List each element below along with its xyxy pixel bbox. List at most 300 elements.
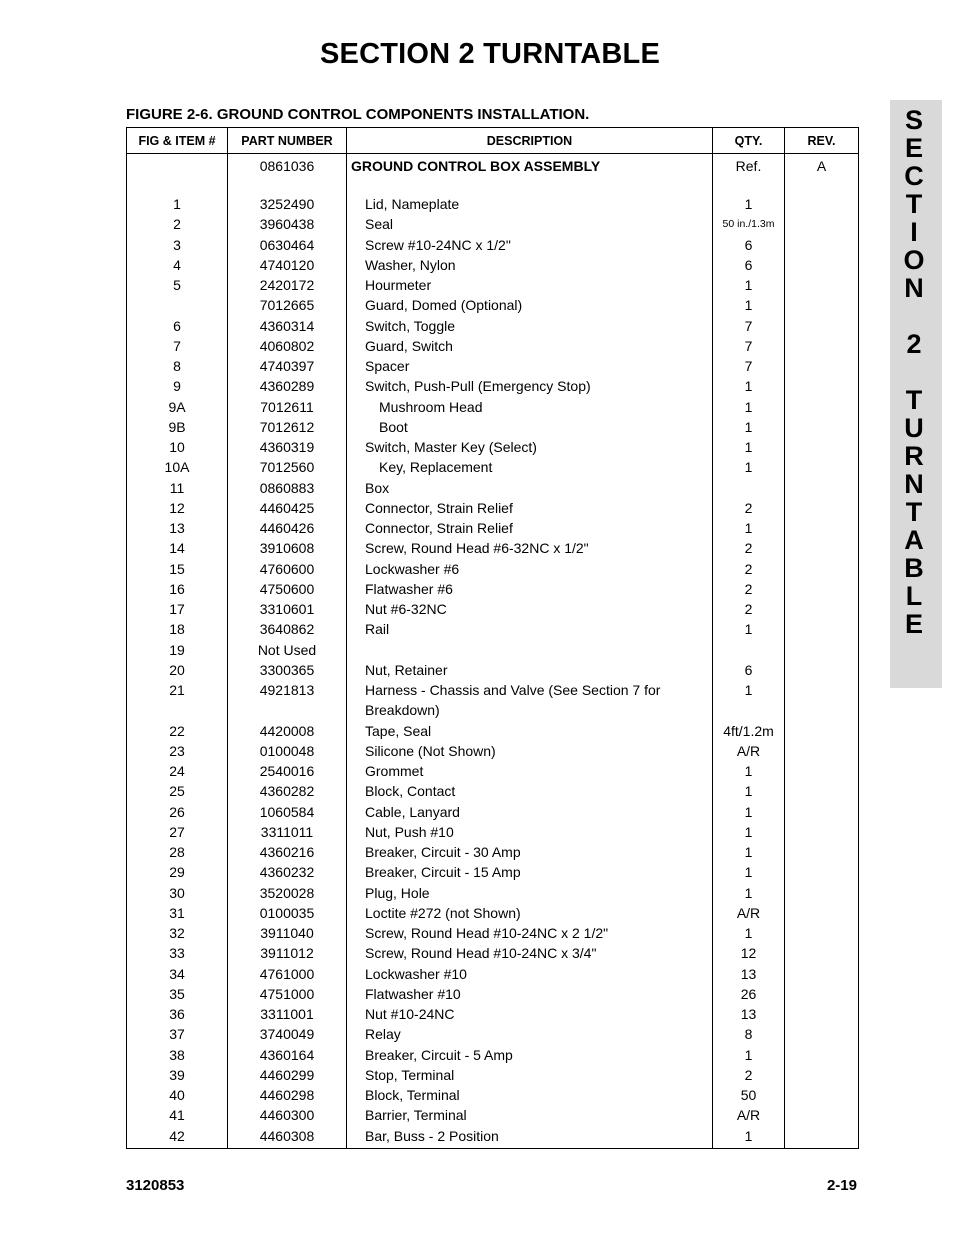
fig-item-cell: 12 bbox=[127, 498, 228, 518]
table-header-row bbox=[127, 128, 859, 154]
page-title: SECTION 2 TURNTABLE bbox=[320, 38, 660, 70]
qty-cell: 2 bbox=[713, 579, 785, 599]
side-tab-letter: O bbox=[903, 245, 925, 275]
fig-item-cell: 2 bbox=[127, 214, 228, 234]
fig-item-cell: 22 bbox=[127, 721, 228, 741]
rev-cell bbox=[785, 903, 859, 923]
description-cell: Guard, Switch bbox=[347, 336, 713, 356]
header-part-number: PART NUMBER bbox=[228, 128, 347, 154]
description-cell: Nut, Push #10 bbox=[347, 822, 713, 842]
part-number-cell: 0861036 bbox=[228, 154, 347, 177]
qty-cell: 2 bbox=[713, 599, 785, 619]
qty-cell: 1 bbox=[713, 397, 785, 417]
header-description: DESCRIPTION bbox=[347, 128, 713, 154]
qty-cell: 1 bbox=[713, 437, 785, 457]
fig-item-cell: 4 bbox=[127, 255, 228, 275]
part-number-cell: 4740397 bbox=[228, 356, 347, 376]
qty-cell: 1 bbox=[713, 680, 785, 700]
fig-item-cell: 5 bbox=[127, 275, 228, 295]
part-number-cell: 4761000 bbox=[228, 964, 347, 984]
rev-cell bbox=[785, 1085, 859, 1105]
fig-item-cell: 41 bbox=[127, 1105, 228, 1125]
table-row bbox=[127, 619, 859, 639]
rev-cell bbox=[785, 883, 859, 903]
rev-cell bbox=[785, 356, 859, 376]
description-cell: Tape, Seal bbox=[347, 721, 713, 741]
qty-cell: 1 bbox=[713, 295, 785, 315]
table-row bbox=[127, 883, 859, 903]
fig-item-cell: 10 bbox=[127, 437, 228, 457]
part-number-cell: 4460308 bbox=[228, 1126, 347, 1149]
fig-item-cell: 34 bbox=[127, 964, 228, 984]
fig-item-cell: 33 bbox=[127, 943, 228, 963]
qty-cell: 4ft/1.2m bbox=[713, 721, 785, 741]
table-row bbox=[127, 802, 859, 822]
table-row bbox=[127, 498, 859, 518]
rev-cell bbox=[785, 194, 859, 214]
fig-item-cell: 9A bbox=[127, 397, 228, 417]
description-cell: Flatwasher #6 bbox=[347, 579, 713, 599]
qty-cell: 7 bbox=[713, 356, 785, 376]
rev-cell bbox=[785, 376, 859, 396]
part-number-cell: 4420008 bbox=[228, 721, 347, 741]
side-tab-letter: S bbox=[904, 105, 923, 135]
table-row bbox=[127, 781, 859, 801]
qty-cell: 26 bbox=[713, 984, 785, 1004]
part-number-cell: 3300365 bbox=[228, 660, 347, 680]
rev-cell bbox=[785, 559, 859, 579]
fig-item-cell: 21 bbox=[127, 680, 228, 700]
part-number-cell: 3960438 bbox=[228, 214, 347, 234]
part-number-cell: 3520028 bbox=[228, 883, 347, 903]
qty-cell: 1 bbox=[713, 842, 785, 862]
table-row bbox=[127, 1024, 859, 1044]
qty-cell: 1 bbox=[713, 1045, 785, 1065]
qty-cell bbox=[713, 700, 785, 720]
part-number-cell: 4460425 bbox=[228, 498, 347, 518]
rev-cell bbox=[785, 397, 859, 417]
part-number-cell: 1060584 bbox=[228, 802, 347, 822]
qty-cell: 13 bbox=[713, 964, 785, 984]
table-row bbox=[127, 984, 859, 1004]
rev-cell bbox=[785, 660, 859, 680]
fig-item-cell: 39 bbox=[127, 1065, 228, 1085]
fig-item-cell: 37 bbox=[127, 1024, 228, 1044]
side-tab-letter: N bbox=[904, 469, 924, 499]
qty-cell: A/R bbox=[713, 1105, 785, 1125]
figure-title: FIGURE 2-6. GROUND CONTROL COMPONENTS INSTALLATION. bbox=[126, 106, 590, 123]
description-cell: Screw, Round Head #6-32NC x 1/2" bbox=[347, 538, 713, 558]
table-row bbox=[127, 660, 859, 680]
side-tab-letter: I bbox=[910, 217, 918, 247]
rev-cell bbox=[785, 943, 859, 963]
description-cell bbox=[347, 176, 713, 194]
rev-cell bbox=[785, 619, 859, 639]
description-cell bbox=[347, 640, 713, 660]
description-cell: Grommet bbox=[347, 761, 713, 781]
fig-item-cell: 42 bbox=[127, 1126, 228, 1149]
parts-table bbox=[126, 127, 859, 1149]
table-row bbox=[127, 1085, 859, 1105]
table-row bbox=[127, 538, 859, 558]
fig-item-cell: 18 bbox=[127, 619, 228, 639]
description-cell: Boot bbox=[347, 417, 713, 437]
fig-item-cell: 38 bbox=[127, 1045, 228, 1065]
rev-cell bbox=[785, 781, 859, 801]
qty-cell: 2 bbox=[713, 559, 785, 579]
qty-cell: 1 bbox=[713, 802, 785, 822]
side-tab-letter: 2 bbox=[906, 329, 922, 359]
part-number-cell: 3311001 bbox=[228, 1004, 347, 1024]
rev-cell bbox=[785, 822, 859, 842]
rev-cell bbox=[785, 437, 859, 457]
description-cell: Seal bbox=[347, 214, 713, 234]
part-number-cell: 3911040 bbox=[228, 923, 347, 943]
part-number-cell: 4921813 bbox=[228, 680, 347, 700]
side-tab-letter: C bbox=[904, 161, 924, 191]
table-row bbox=[127, 518, 859, 538]
fig-item-cell bbox=[127, 176, 228, 194]
description-cell: Switch, Toggle bbox=[347, 316, 713, 336]
fig-item-cell: 28 bbox=[127, 842, 228, 862]
fig-item-cell: 9B bbox=[127, 417, 228, 437]
qty-cell: 1 bbox=[713, 883, 785, 903]
page-number: 2-19 bbox=[826, 1177, 857, 1194]
table-row bbox=[127, 397, 859, 417]
table-row bbox=[127, 275, 859, 295]
description-cell: Bar, Buss - 2 Position bbox=[347, 1126, 713, 1149]
qty-cell: 1 bbox=[713, 619, 785, 639]
table-row bbox=[127, 1045, 859, 1065]
part-number-cell: 4460426 bbox=[228, 518, 347, 538]
qty-cell bbox=[713, 478, 785, 498]
fig-item-cell: 27 bbox=[127, 822, 228, 842]
description-cell: Nut #10-24NC bbox=[347, 1004, 713, 1024]
fig-item-cell: 6 bbox=[127, 316, 228, 336]
description-cell: Washer, Nylon bbox=[347, 255, 713, 275]
table-row bbox=[127, 316, 859, 336]
fig-item-cell: 3 bbox=[127, 235, 228, 255]
fig-item-cell: 29 bbox=[127, 862, 228, 882]
part-number-cell: 4740120 bbox=[228, 255, 347, 275]
part-number-cell: 4751000 bbox=[228, 984, 347, 1004]
part-number-cell bbox=[228, 700, 347, 720]
rev-cell bbox=[785, 862, 859, 882]
table-row bbox=[127, 437, 859, 457]
qty-cell: 1 bbox=[713, 862, 785, 882]
side-tab-letter: T bbox=[905, 385, 923, 415]
rev-cell bbox=[785, 640, 859, 660]
part-number-cell: 4460300 bbox=[228, 1105, 347, 1125]
table-row bbox=[127, 1065, 859, 1085]
description-cell: Breaker, Circuit - 15 Amp bbox=[347, 862, 713, 882]
fig-item-cell bbox=[127, 700, 228, 720]
qty-cell: 50 in./1.3m bbox=[713, 214, 785, 234]
part-number-cell: 3740049 bbox=[228, 1024, 347, 1044]
part-number-cell: Not Used bbox=[228, 640, 347, 660]
description-cell: Lockwasher #6 bbox=[347, 559, 713, 579]
part-number-cell: 3640862 bbox=[228, 619, 347, 639]
fig-item-cell: 20 bbox=[127, 660, 228, 680]
rev-cell bbox=[785, 984, 859, 1004]
qty-cell: 50 bbox=[713, 1085, 785, 1105]
side-tab-letter: A bbox=[904, 525, 924, 555]
side-tab-letter: B bbox=[904, 553, 924, 583]
side-tab-letter: E bbox=[904, 133, 923, 163]
part-number-cell: 4360216 bbox=[228, 842, 347, 862]
part-number-cell: 7012560 bbox=[228, 457, 347, 477]
part-number-cell: 4360232 bbox=[228, 862, 347, 882]
rev-cell bbox=[785, 457, 859, 477]
part-number-cell: 4060802 bbox=[228, 336, 347, 356]
rev-cell bbox=[785, 761, 859, 781]
description-cell: Switch, Push-Pull (Emergency Stop) bbox=[347, 376, 713, 396]
table-row bbox=[127, 822, 859, 842]
side-tab-gap bbox=[890, 358, 942, 386]
rev-cell bbox=[785, 923, 859, 943]
part-number-cell: 3252490 bbox=[228, 194, 347, 214]
description-cell: Guard, Domed (Optional) bbox=[347, 295, 713, 315]
qty-cell: 1 bbox=[713, 417, 785, 437]
table-row bbox=[127, 599, 859, 619]
part-number-cell: 3311011 bbox=[228, 822, 347, 842]
qty-cell: 12 bbox=[713, 943, 785, 963]
table-row bbox=[127, 721, 859, 741]
side-tab-letter: L bbox=[905, 581, 923, 611]
description-cell: Box bbox=[347, 478, 713, 498]
description-cell: Block, Contact bbox=[347, 781, 713, 801]
header-qty: QTY. bbox=[713, 128, 785, 154]
fig-item-cell: 32 bbox=[127, 923, 228, 943]
rev-cell bbox=[785, 579, 859, 599]
rev-cell bbox=[785, 235, 859, 255]
table-row bbox=[127, 640, 859, 660]
header-rev: REV. bbox=[785, 128, 859, 154]
table-row bbox=[127, 255, 859, 275]
table-row bbox=[127, 964, 859, 984]
description-cell: Screw, Round Head #10-24NC x 3/4" bbox=[347, 943, 713, 963]
qty-cell: 2 bbox=[713, 498, 785, 518]
qty-cell: 2 bbox=[713, 1065, 785, 1085]
parts-table-body bbox=[127, 154, 859, 1149]
table-row bbox=[127, 943, 859, 963]
fig-item-cell: 10A bbox=[127, 457, 228, 477]
description-cell: Switch, Master Key (Select) bbox=[347, 437, 713, 457]
side-tab-letter: N bbox=[904, 273, 924, 303]
fig-item-cell: 14 bbox=[127, 538, 228, 558]
description-cell: Screw #10-24NC x 1/2" bbox=[347, 235, 713, 255]
part-number-cell bbox=[228, 176, 347, 194]
rev-cell bbox=[785, 498, 859, 518]
rev-cell bbox=[785, 842, 859, 862]
part-number-cell: 4460299 bbox=[228, 1065, 347, 1085]
rev-cell bbox=[785, 417, 859, 437]
rev-cell bbox=[785, 176, 859, 194]
qty-cell: 1 bbox=[713, 518, 785, 538]
fig-item-cell: 1 bbox=[127, 194, 228, 214]
side-tab-gap bbox=[890, 302, 942, 330]
fig-item-cell: 9 bbox=[127, 376, 228, 396]
description-cell: Lid, Nameplate bbox=[347, 194, 713, 214]
part-number-cell: 4360282 bbox=[228, 781, 347, 801]
rev-cell bbox=[785, 295, 859, 315]
part-number-cell: 7012611 bbox=[228, 397, 347, 417]
part-number-cell: 7012612 bbox=[228, 417, 347, 437]
qty-cell: 1 bbox=[713, 761, 785, 781]
qty-cell: 2 bbox=[713, 538, 785, 558]
rev-cell bbox=[785, 802, 859, 822]
qty-cell: 6 bbox=[713, 255, 785, 275]
rev-cell: A bbox=[785, 154, 859, 177]
description-cell: Nut, Retainer bbox=[347, 660, 713, 680]
table-row bbox=[127, 1105, 859, 1125]
qty-cell: 7 bbox=[713, 336, 785, 356]
description-cell: Hourmeter bbox=[347, 275, 713, 295]
part-number-cell: 4360289 bbox=[228, 376, 347, 396]
qty-cell: 1 bbox=[713, 781, 785, 801]
description-cell: Nut #6-32NC bbox=[347, 599, 713, 619]
rev-cell bbox=[785, 1045, 859, 1065]
qty-cell: 1 bbox=[713, 457, 785, 477]
description-cell: Rail bbox=[347, 619, 713, 639]
part-number-cell: 4360319 bbox=[228, 437, 347, 457]
fig-item-cell: 24 bbox=[127, 761, 228, 781]
table-row bbox=[127, 680, 859, 700]
description-cell: Harness - Chassis and Valve (See Section 7 for bbox=[347, 680, 713, 700]
rev-cell bbox=[785, 538, 859, 558]
description-cell: Flatwasher #10 bbox=[347, 984, 713, 1004]
description-cell: Stop, Terminal bbox=[347, 1065, 713, 1085]
qty-cell bbox=[713, 640, 785, 660]
table-row bbox=[127, 176, 859, 194]
rev-cell bbox=[785, 478, 859, 498]
description-cell: Breakdown) bbox=[347, 700, 713, 720]
table-row bbox=[127, 478, 859, 498]
table-row bbox=[127, 923, 859, 943]
part-number-cell: 3910608 bbox=[228, 538, 347, 558]
table-row bbox=[127, 336, 859, 356]
qty-cell: 1 bbox=[713, 275, 785, 295]
document-number: 3120853 bbox=[126, 1177, 185, 1194]
rev-cell bbox=[785, 1024, 859, 1044]
table-row bbox=[127, 862, 859, 882]
table-row bbox=[127, 235, 859, 255]
table-row bbox=[127, 903, 859, 923]
table-row bbox=[127, 741, 859, 761]
part-number-cell: 3310601 bbox=[228, 599, 347, 619]
rev-cell bbox=[785, 741, 859, 761]
fig-item-cell: 40 bbox=[127, 1085, 228, 1105]
rev-cell bbox=[785, 1004, 859, 1024]
description-cell: Key, Replacement bbox=[347, 457, 713, 477]
qty-cell: 1 bbox=[713, 376, 785, 396]
rev-cell bbox=[785, 1126, 859, 1149]
fig-item-cell: 13 bbox=[127, 518, 228, 538]
part-number-cell: 0860883 bbox=[228, 478, 347, 498]
fig-item-cell bbox=[127, 295, 228, 315]
fig-item-cell: 30 bbox=[127, 883, 228, 903]
description-cell: Loctite #272 (not Shown) bbox=[347, 903, 713, 923]
rev-cell bbox=[785, 680, 859, 700]
part-number-cell: 4750600 bbox=[228, 579, 347, 599]
table-row bbox=[127, 214, 859, 234]
table-row bbox=[127, 194, 859, 214]
fig-item-cell: 17 bbox=[127, 599, 228, 619]
part-number-cell: 4360164 bbox=[228, 1045, 347, 1065]
fig-item-cell bbox=[127, 154, 228, 177]
qty-cell bbox=[713, 176, 785, 194]
qty-cell: 1 bbox=[713, 923, 785, 943]
table-row bbox=[127, 154, 859, 177]
fig-item-cell: 31 bbox=[127, 903, 228, 923]
qty-cell: 7 bbox=[713, 316, 785, 336]
qty-cell: 8 bbox=[713, 1024, 785, 1044]
rev-cell bbox=[785, 700, 859, 720]
part-number-cell: 2540016 bbox=[228, 761, 347, 781]
rev-cell bbox=[785, 1105, 859, 1125]
description-cell: Connector, Strain Relief bbox=[347, 518, 713, 538]
table-row bbox=[127, 356, 859, 376]
part-number-cell: 0100035 bbox=[228, 903, 347, 923]
table-row bbox=[127, 1126, 859, 1149]
description-cell: Plug, Hole bbox=[347, 883, 713, 903]
description-cell: GROUND CONTROL BOX ASSEMBLY bbox=[347, 154, 713, 177]
qty-cell: 1 bbox=[713, 1126, 785, 1149]
table-row bbox=[127, 761, 859, 781]
rev-cell bbox=[785, 316, 859, 336]
fig-item-cell: 7 bbox=[127, 336, 228, 356]
qty-cell: A/R bbox=[713, 741, 785, 761]
rev-cell bbox=[785, 599, 859, 619]
side-tab-letter: U bbox=[904, 413, 924, 443]
description-cell: Cable, Lanyard bbox=[347, 802, 713, 822]
part-number-cell: 0630464 bbox=[228, 235, 347, 255]
fig-item-cell: 19 bbox=[127, 640, 228, 660]
table-row bbox=[127, 559, 859, 579]
qty-cell: 6 bbox=[713, 660, 785, 680]
table-row bbox=[127, 700, 859, 720]
qty-cell: 1 bbox=[713, 822, 785, 842]
rev-cell bbox=[785, 518, 859, 538]
description-cell: Silicone (Not Shown) bbox=[347, 741, 713, 761]
qty-cell: 13 bbox=[713, 1004, 785, 1024]
description-cell: Breaker, Circuit - 30 Amp bbox=[347, 842, 713, 862]
fig-item-cell: 25 bbox=[127, 781, 228, 801]
qty-cell: 1 bbox=[713, 194, 785, 214]
qty-cell: A/R bbox=[713, 903, 785, 923]
fig-item-cell: 23 bbox=[127, 741, 228, 761]
fig-item-cell: 11 bbox=[127, 478, 228, 498]
table-row bbox=[127, 417, 859, 437]
table-row bbox=[127, 295, 859, 315]
fig-item-cell: 8 bbox=[127, 356, 228, 376]
rev-cell bbox=[785, 721, 859, 741]
side-tab-letter: R bbox=[904, 441, 924, 471]
part-number-cell: 2420172 bbox=[228, 275, 347, 295]
rev-cell bbox=[785, 1065, 859, 1085]
table-row bbox=[127, 579, 859, 599]
fig-item-cell: 15 bbox=[127, 559, 228, 579]
description-cell: Barrier, Terminal bbox=[347, 1105, 713, 1125]
fig-item-cell: 36 bbox=[127, 1004, 228, 1024]
description-cell: Mushroom Head bbox=[347, 397, 713, 417]
table-row bbox=[127, 457, 859, 477]
description-cell: Spacer bbox=[347, 356, 713, 376]
description-cell: Block, Terminal bbox=[347, 1085, 713, 1105]
part-number-cell: 0100048 bbox=[228, 741, 347, 761]
part-number-cell: 7012665 bbox=[228, 295, 347, 315]
rev-cell bbox=[785, 964, 859, 984]
